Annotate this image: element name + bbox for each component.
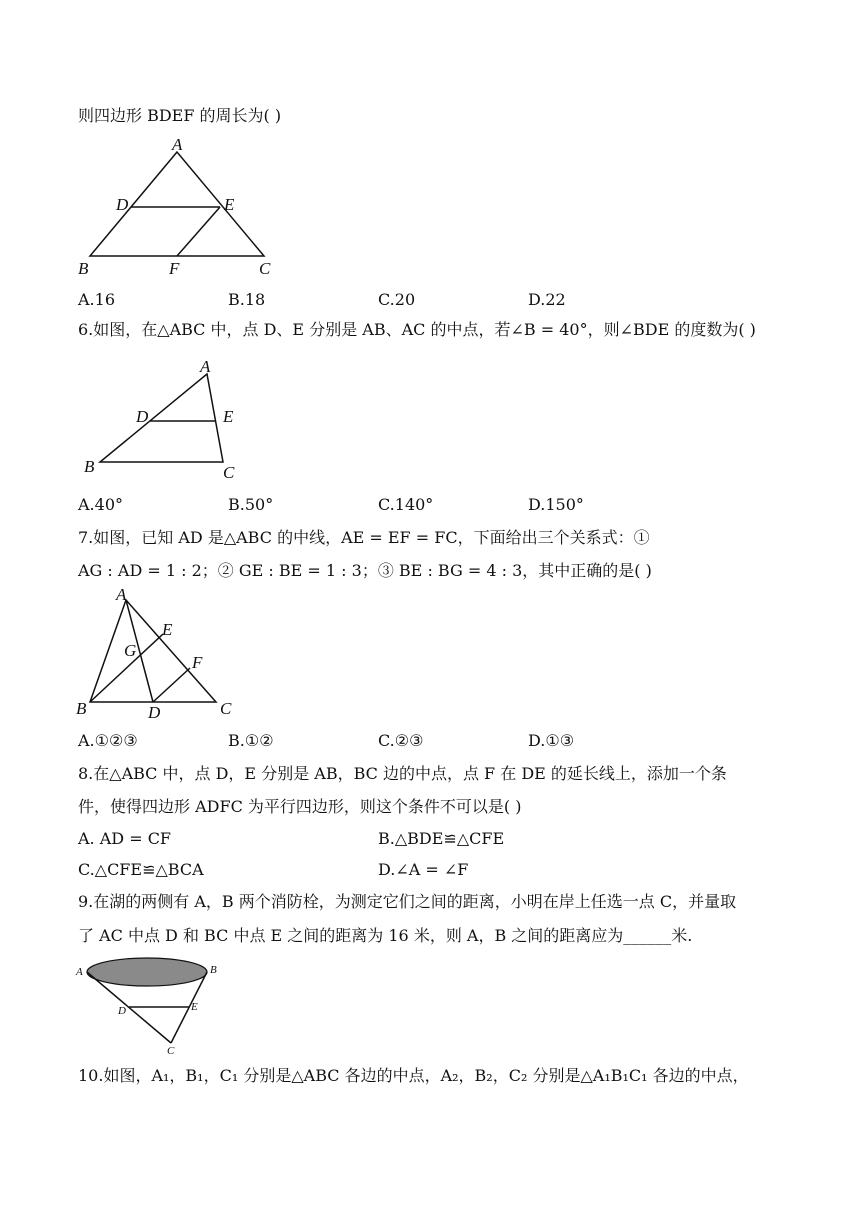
q5-label-f: F bbox=[169, 259, 180, 278]
q8-stem-line1: 8.在△ABC 中，点 D，E 分别是 AB，BC 边的中点，点 F 在 DE 的延长线上，添加一个条 bbox=[78, 764, 727, 783]
q5-tail-text: 则四边形 BDEF 的周长为( ) bbox=[78, 106, 282, 125]
q6-option-d[interactable]: D.150° bbox=[528, 495, 584, 514]
q9-stem-line1: 9.在湖的两侧有 A，B 两个消防栓，为测定它们之间的距离，小明在岸上任选一点 C，并量取 bbox=[78, 892, 737, 911]
q9-label-a: A bbox=[76, 966, 83, 978]
q9-label-d: D bbox=[118, 1005, 126, 1017]
q6-label-e: E bbox=[223, 407, 234, 426]
lake-ellipse bbox=[87, 958, 207, 986]
q9-label-b: B bbox=[210, 964, 217, 976]
q10-stem: 10.如图，A₁，B₁，C₁ 分别是△ABC 各边的中点，A₂，B₂，C₂ 分别是△A₁B₁C₁ 各边的中点， bbox=[78, 1066, 749, 1085]
q5-label-e: E bbox=[224, 195, 235, 214]
q9-stem-line2: 了 AC 中点 D 和 BC 中点 E 之间的距离为 16 米，则 A，B 之间的距离应为______米. bbox=[78, 926, 693, 945]
q7-label-g: G bbox=[124, 641, 137, 660]
q6-option-c[interactable]: C.140° bbox=[378, 495, 434, 514]
q6-stem: 6.如图，在△ABC 中，点 D、E 分别是 AB、AC 的中点，若∠B = 40°，则∠BDE 的度数为( ) bbox=[78, 320, 756, 339]
q9-label-e: E bbox=[191, 1001, 198, 1013]
q7-option-d[interactable]: D.①③ bbox=[528, 731, 575, 750]
q7-segment-df bbox=[153, 668, 190, 702]
q7-label-e: E bbox=[162, 620, 173, 639]
q5-option-a[interactable]: A.16 bbox=[78, 290, 115, 309]
q8-stem-line2: 件，使得四边形 ADFC 为平行四边形，则这个条件不可以是( ) bbox=[78, 797, 522, 816]
q7-triangle-abc bbox=[90, 600, 216, 702]
q5-option-d[interactable]: D.22 bbox=[528, 290, 566, 309]
q5-label-d: D bbox=[116, 195, 129, 214]
q7-option-a[interactable]: A.①②③ bbox=[78, 731, 138, 750]
q8-option-c[interactable]: C.△CFE≌△BCA bbox=[78, 860, 204, 879]
q5-segment-ef bbox=[177, 207, 220, 256]
q6-label-d: D bbox=[136, 407, 149, 426]
q6-label-c: C bbox=[223, 463, 235, 482]
q7-label-f: F bbox=[192, 653, 203, 672]
q6-label-a: A bbox=[200, 357, 211, 376]
q7-label-d: D bbox=[148, 703, 161, 720]
q9-figure bbox=[74, 954, 230, 1056]
q7-label-b: B bbox=[76, 699, 87, 718]
q9-label-c: C bbox=[167, 1045, 175, 1056]
q7-stem-line1: 7.如图，已知 AD 是△ABC 的中线，AE = EF = FC，下面给出三个关系式：① bbox=[78, 528, 650, 547]
q7-option-c[interactable]: C.②③ bbox=[378, 731, 424, 750]
q5-figure bbox=[74, 134, 284, 280]
q5-option-b[interactable]: B.18 bbox=[228, 290, 266, 309]
q6-figure bbox=[80, 354, 250, 484]
q5-label-c: C bbox=[259, 259, 271, 278]
q6-triangle-abc bbox=[100, 374, 223, 462]
q8-option-b[interactable]: B.△BDE≌△CFE bbox=[378, 829, 505, 848]
q6-label-b: B bbox=[84, 457, 95, 476]
q7-figure bbox=[74, 588, 244, 720]
q7-option-b[interactable]: B.①② bbox=[228, 731, 274, 750]
q7-label-a: A bbox=[116, 588, 127, 604]
q6-option-b[interactable]: B.50° bbox=[228, 495, 274, 514]
q7-label-c: C bbox=[220, 699, 232, 718]
q5-label-b: B bbox=[78, 259, 89, 278]
q5-option-c[interactable]: C.20 bbox=[378, 290, 416, 309]
q5-label-a: A bbox=[172, 135, 183, 154]
q7-stem-line2: AG : AD = 1 : 2；② GE : BE = 1 : 3；③ BE : BG = 4 : 3，其中正确的是( ) bbox=[78, 561, 652, 580]
q8-option-a[interactable]: A. AD = CF bbox=[78, 829, 172, 848]
q8-option-d[interactable]: D.∠A = ∠F bbox=[378, 860, 469, 879]
q6-option-a[interactable]: A.40° bbox=[78, 495, 123, 514]
